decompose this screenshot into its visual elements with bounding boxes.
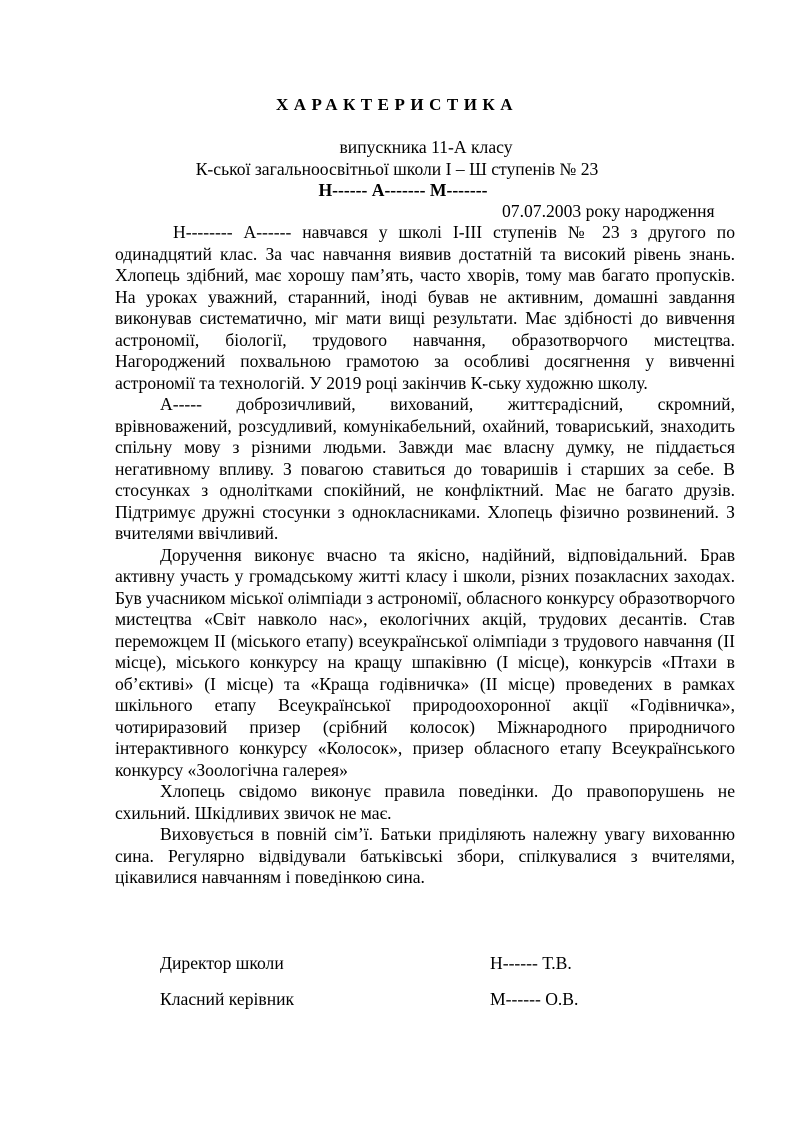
birth-date: 07.07.2003 року народження	[502, 201, 715, 221]
paragraph-family: Виховується в повній сім’ї. Батьки приділяють належну увагу вихованню сина. Регулярно відвідували батьківські збори, спілкувалися з вчителями, цікавилися навчанням і поведінкою сина.	[115, 824, 735, 887]
signature-name-class-teacher: М------ О.В.	[490, 989, 579, 1009]
document-title: ХАРАКТЕРИСТИКА	[275, 95, 519, 114]
paragraph-studies: Н-------- А------ навчався у школі І-ІІІ ступенів № 23 з другого по одинадцятий клас. За час навчання виявив достатній та високий рівень знань. Хлопець здібний, має хорошу пам’ять, часто хворів, тому мав багато пропусків. На уроках уважний, старанний, іноді бував не активним, домашні завдання виконував систематично, міг мати вищі результати. Має здібності до вивчення астрономії, біології, трудового навчання, образотворчого мистецтва. Нагороджений похвальною грамотою за особливі досягнення у вивченні астрономії та технологій. У 2019 році закінчив К-ську художню школу.	[115, 222, 735, 393]
signature-role-class-teacher: Класний керівник	[160, 989, 295, 1009]
signature-role-director: Директор школи	[160, 953, 284, 973]
paragraph-behavior: Хлопець свідомо виконує правила поведінки. До правопорушень не схильний. Шкідливих звичок не має.	[115, 781, 735, 823]
paragraph-activities: Доручення виконує вчасно та якісно, надійний, відповідальний. Брав активну участь у громадському житті класу і школи, різних позакласних заходах. Був учасником міської олімпіади з астрономії, обласного конкурсу образотворчого мистецтва «Світ навколо нас», екологічних акцій, трудових десантів. Став переможцем ІІ (міського етапу) всеукраїнської олімпіади з трудового навчання (ІІ місце), міського конкурсу на кращу шпаківню (І місце), конкурсів «Птахи в об’єктиві» (І місце) та «Краща годівничка» (ІІ місце) проведених в рамках шкільного етапу Всеукраїнської природоохоронної акції «Годівничка», чотириразовий призер (срібний колосок) Міжнародного природничого інтерактивного конкурсу «Колосок», призер обласного етапу Всеукраїнського конкурсу «Зоологічна галерея»	[115, 544, 735, 780]
paragraph-character: А----- доброзичливий, вихований, життєрадісний, скромний, врівноважений, розсудливий, комунікабельний, охайний, товариський, знаходить спільну мову з різними людьми. Завжди має власну думку, не піддається негативному впливу. З повагою ставиться до товаришів і старших за себе. В стосунках з однолітками спокійний, не конфліктний. Має не багато друзів. Підтримує дружні стосунки з однокласниками. Хлопець фізично розвинений. З вчителями ввічливий.	[115, 394, 735, 543]
document-body	[115, 222, 735, 889]
student-name: Н------ А------- М-------	[318, 180, 488, 200]
header-class-line: випускника 11-А класу	[339, 137, 513, 157]
header-school-line: К-ської загальноосвітньої школи І – Ш ступенів № 23	[195, 159, 599, 179]
signature-name-director: Н------ Т.В.	[490, 953, 572, 973]
